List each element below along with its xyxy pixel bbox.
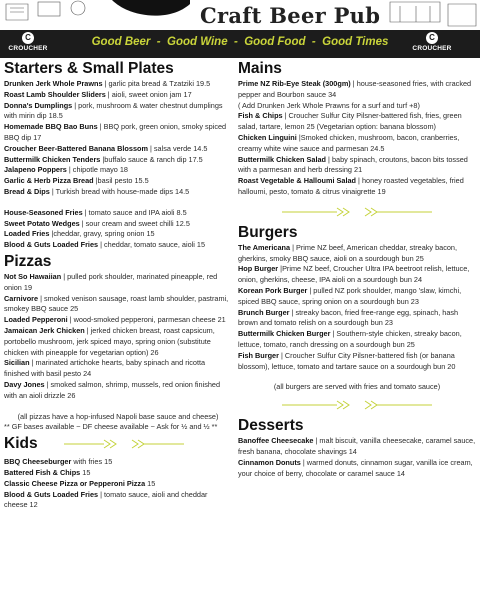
menu-item (4, 208, 232, 219)
burger-note: (all burgers are served with fries and tomato sauce) (273, 382, 441, 392)
menu-item-description: | baby spinach, croutons, bacon bits tossed with a parmesan and herb dressing 21 (238, 154, 468, 175)
menu-item-description: | BBQ pork, green onion, smoky spiced BBQ dip 17 (4, 122, 227, 142)
menu-item (238, 458, 476, 480)
header-illustration (0, 0, 480, 30)
pizza-note: (all pizzas have a hop-infused Napoli base sauce and cheese) (17, 411, 219, 421)
pub-title: Craft Beer Pub (200, 3, 381, 28)
tagline: Good Beer - Good Wine - Good Food - Good Times (91, 36, 389, 48)
divider-arrow-icon (282, 206, 432, 218)
menu-item (238, 308, 476, 330)
section-heading-kids: Kids (4, 435, 38, 453)
menu-item-name: Chicken Linguini (238, 132, 297, 142)
menu-item-name: Bread & Dips (4, 186, 50, 196)
menu-item-name: Buttermilk Chicken Burger (238, 329, 331, 339)
menu-item (4, 229, 232, 240)
menu-item-name: Prime NZ Rib-Eye Steak (300gm) (238, 79, 351, 88)
pizza-options-note: ** GF bases available ~ DF cheese available ~ Ask for ½ and ½ ** (4, 422, 218, 432)
menu-item-description: | tomato sauce and IPA aioli 8.5 (82, 207, 187, 217)
menu-item-description: | pulled NZ pork shoulder, mango 'slaw, kimchi, spiced BBQ sauce, spring onion on a sourdough bun 23 (238, 285, 462, 306)
menu-item-name: Buttermilk Chicken Salad (238, 154, 326, 164)
menu-item-description: |buffalo sauce & ranch dip 17.5 (100, 154, 203, 164)
menu-item-name: Buttermilk Chicken Tenders (4, 154, 101, 164)
menu-item-description: | salsa verde 14.5 (147, 143, 208, 153)
divider-arrow-icon (282, 399, 432, 411)
menu-item (4, 79, 232, 90)
menu-item-description: | Croucher Sulfur City Pilsner-battered fish (or banana blossom), lettuce, tomato and tartare sauce on a sourdough bun 20 (238, 350, 456, 371)
starters-list (4, 79, 232, 198)
menu-item (238, 436, 476, 458)
menu-item-description: | Southern-style chicken, streaky bacon, lettuce, tomato, ranch dressing on a sourdough bun 25 (238, 329, 462, 349)
menu-item (238, 329, 476, 351)
menu-item (4, 468, 232, 479)
menu-item-name: Jalapeno Poppers (4, 165, 67, 175)
menu-item-name: Loaded Pepperoni (4, 315, 68, 325)
right-column (238, 60, 476, 479)
menu-item-description: | garlic pita bread & Tzatziki 19.5 (102, 79, 211, 88)
menu-item (4, 155, 232, 166)
menu-item (238, 176, 476, 198)
menu-item-description: | Turkish bread with house-made dips 14.5 (49, 186, 190, 196)
menu-item (4, 101, 232, 123)
menu-item (4, 272, 232, 294)
menu-item-name: Donna's Dumplings (4, 100, 73, 110)
menu-item-description: | smoked salmon, shrimp, mussels, red onion finished with an aioli drizzle 26 (4, 379, 221, 400)
menu-item-description: |cheddar, gravy, spring onion 15 (49, 229, 155, 239)
menu-item (238, 286, 476, 308)
menu-item-description: | Croucher Sulfur City Pilsner-battered fish, fries, green salad, tartare, lemon 25 (Vegetarian option: banana blossom) (238, 111, 462, 132)
menu-item-description: | cheddar, tomato sauce, aioli 15 (98, 240, 206, 250)
menu-item (238, 101, 476, 112)
menu-item (238, 243, 476, 265)
menu-item (238, 111, 476, 133)
menu-item (4, 457, 232, 468)
menu-item-name: The Americana (238, 242, 291, 252)
menu-item-description: | tomato sauce, aioli and cheddar cheese 12 (4, 489, 208, 510)
mains-list (238, 79, 476, 198)
sides-list (4, 208, 232, 251)
menu-item-description: | warmed donuts, cinnamon sugar, vanilla ice cream, your choice of berry, chocolate or caramel sauce 14 (238, 457, 473, 478)
menu-item-description: with fries 15 (71, 457, 113, 467)
menu-item-name: Fish & Chips (238, 111, 283, 121)
menu-item (4, 176, 232, 187)
menu-item-description: |Smoked chicken, mushroom, bacon, cranberries, creamy white wine sauce and parmesan 24.5 (238, 132, 460, 153)
menu-item-description: | sour cream and sweet chilli 12.5 (79, 218, 190, 228)
menu-item-name: Croucher Beer-Battered Banana Blossom (4, 143, 148, 153)
burger-list (238, 243, 476, 373)
menu-item-name: Homemade BBQ Bao Buns (4, 122, 98, 132)
section-heading-starters: Starters & Small Plates (4, 60, 174, 77)
menu-item-name: Brunch Burger (238, 307, 290, 317)
menu-item-name: Sicilian (4, 358, 30, 368)
menu-item (4, 326, 232, 358)
dessert-list (238, 436, 476, 479)
menu-item (4, 122, 232, 144)
section-heading-mains: Mains (238, 60, 282, 77)
menu-item-name: House-Seasoned Fries (4, 207, 83, 217)
menu-item-name: Korean Pork Burger (238, 285, 308, 295)
menu-item (238, 351, 476, 373)
divider-arrow-icon (64, 439, 184, 449)
menu-item (4, 490, 232, 512)
menu-item-name: Battered Fish & Chips (4, 467, 81, 477)
section-heading-burgers: Burgers (238, 223, 298, 241)
menu-item (4, 240, 232, 251)
menu-item-description: | jerked chicken breast, roast capsicum, portobello mushroom, jerk spiced mayo, spring onion (substitute chicken with pineapple for vegetarian option) 26 (4, 325, 215, 357)
menu-item-name: Roast Vegetable & Halloumi Salad (238, 176, 357, 186)
croucher-logo-icon: C (22, 32, 34, 44)
croucher-logo-left (6, 32, 50, 56)
menu-item-description: | honey roasted vegetables, fried halloumi, pesto, tomato & citrus vinaigrette 19 (238, 176, 464, 196)
menu-item-description: |basil pesto 15.5 (93, 176, 149, 186)
menu-item-description: | pork, mushroom & water chestnut dumplings with mirin dip 18.5 (4, 100, 223, 121)
menu-item-description: | aioli, sweet onion jam 17 (105, 89, 192, 99)
pizza-list (4, 272, 232, 402)
menu-item (4, 479, 232, 490)
menu-item (4, 315, 232, 326)
menu-item (4, 358, 232, 380)
menu-item-name: Davy Jones (4, 379, 45, 389)
menu-item-description: | wood-smoked pepperoni, parmesan cheese 21 (67, 315, 226, 325)
menu-item (4, 187, 232, 198)
menu-item-name: Carnivore (4, 293, 39, 303)
menu-item (238, 155, 476, 177)
menu-item-name: Blood & Guts Loaded Fries (4, 489, 99, 499)
croucher-logo-icon: C (426, 32, 438, 44)
menu-item-description: 15 (80, 467, 91, 477)
menu-item-description: | house-seasoned fries, with cracked pepper and Bourbon sauce 34 (238, 79, 472, 99)
menu-item-description: | malt biscuit, vanilla cheesecake, caramel sauce, fresh banana, chocolate shavings 14 (238, 436, 476, 456)
menu-item (4, 144, 232, 155)
menu-item-name: Hop Burger (238, 264, 279, 274)
menu-item-description: | chipotle mayo 18 (66, 165, 128, 175)
menu-item-description: | Prime NZ beef, American cheddar, streaky bacon, gherkins, smoky BBQ sauce, aioli on a sourdough bun 25 (238, 242, 458, 263)
menu-item-name: Cinnamon Donuts (238, 457, 301, 467)
menu-item (238, 79, 476, 101)
menu-item-name: Loaded Fries (4, 229, 50, 239)
menu-item-description: ( Add Drunken Jerk Whole Prawns for a surf and turf +8) (238, 100, 420, 110)
menu-item-name: Garlic & Herb Pizza Bread (4, 176, 94, 186)
logo-wordmark: CROUCHER (8, 45, 48, 52)
menu-item-name: Not So Hawaiian (4, 271, 62, 281)
section-heading-desserts: Desserts (238, 417, 304, 435)
kids-list (4, 457, 232, 511)
menu-item (4, 380, 232, 402)
menu-item-name: Fish Burger (238, 350, 279, 360)
menu-item-name: Roast Lamb Shoulder Sliders (4, 89, 106, 99)
menu-item (238, 133, 476, 155)
menu-item-name: Drunken Jerk Whole Prawns (4, 79, 103, 88)
menu-item (4, 294, 232, 316)
menu-item-description: |Prime NZ beef, Croucher Ultra IPA beetroot relish, lettuce, onion, gherkins, cheese, IPA aioli on a sourdough bun 24 (238, 264, 470, 285)
menu-item-name: Blood & Guts Loaded Fries (4, 240, 99, 250)
croucher-logo-right (410, 32, 454, 56)
menu-item-name: Classic Cheese Pizza or Pepperoni Pizza (4, 478, 146, 488)
menu-item-description: | streaky bacon, fried free-range egg, spinach, hash brown and tomato relish on a sourdough bun 23 (238, 307, 459, 328)
menu-item-name: Jamaican Jerk Chicken (4, 325, 85, 335)
logo-wordmark: CROUCHER (412, 45, 452, 52)
menu-item-description: | marinated artichoke hearts, baby spinach and ricotta finished with basil pesto 24 (4, 358, 206, 379)
section-heading-pizzas: Pizzas (4, 252, 52, 270)
menu-item-name: Sweet Potato Wedges (4, 218, 80, 228)
menu-item (4, 90, 232, 101)
left-column (4, 60, 232, 511)
menu-item (4, 219, 232, 230)
menu-item-name: BBQ Cheeseburger (4, 457, 72, 467)
menu-item-description: | pulled pork shoulder, marinated pineapple, red onion 19 (4, 271, 218, 292)
menu-item (238, 264, 476, 286)
tagline-banner (0, 30, 480, 58)
menu-item-description: | smoked venison sausage, roast lamb shoulder, pastrami, smokey BBQ sauce 25 (4, 293, 229, 314)
menu-item-name: Banoffee Cheesecake (238, 436, 314, 446)
menu-item-description: 15 (145, 478, 156, 488)
menu-item (4, 165, 232, 176)
